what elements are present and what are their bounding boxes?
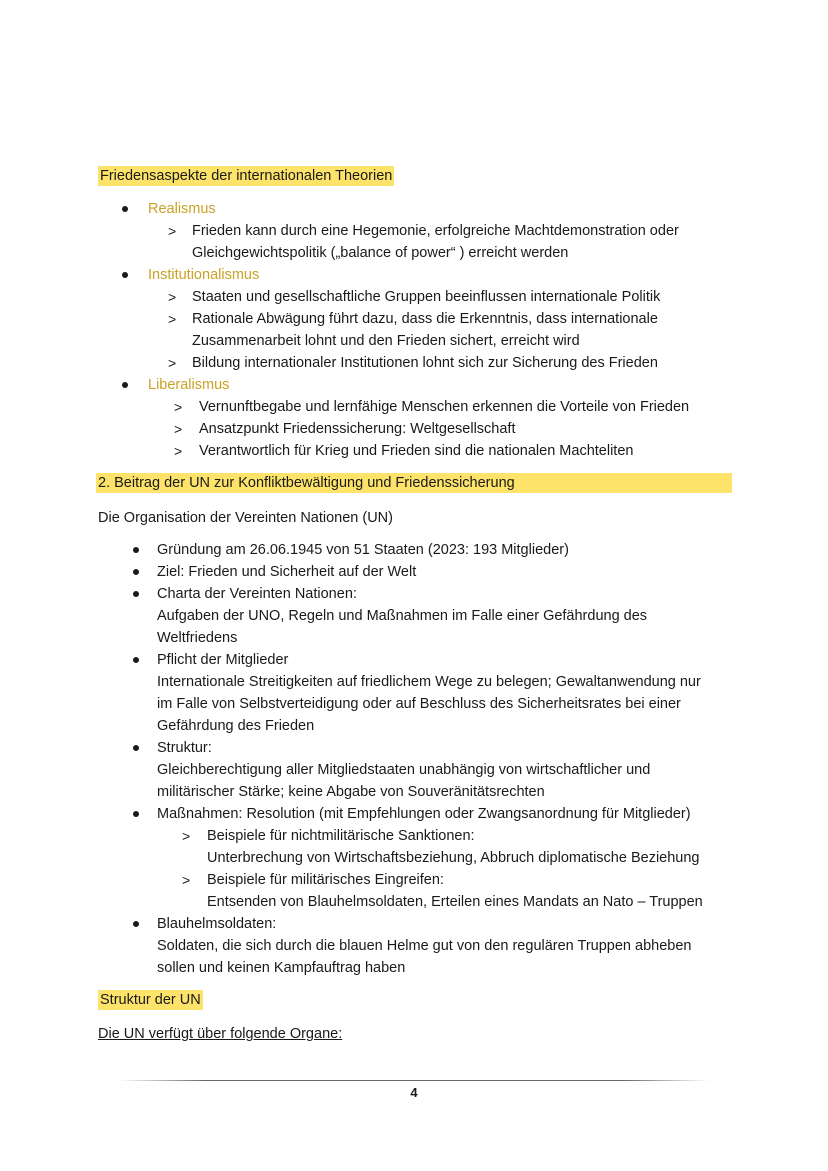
theory-point: Frieden kann durch eine Hegemonie, erfolgreiche Machtdemonstration oder xyxy=(192,223,679,239)
bullet-icon xyxy=(133,591,139,597)
section-heading-structure: Struktur der UN xyxy=(100,992,201,1008)
theory-point: Verantwortlich für Krieg und Frieden sind die nationalen Machteliten xyxy=(199,443,634,459)
theory-title-liberalismus: Liberalismus xyxy=(148,377,230,393)
list-item-cont: Aufgaben der UNO, Regeln und Maßnahmen im Falle einer Gefährdung des xyxy=(157,608,648,624)
theory-point: Ansatzpunkt Friedenssicherung: Weltgesellschaft xyxy=(199,421,516,437)
arrow-bullet-icon: > xyxy=(168,223,177,239)
list-item: Pflicht der Mitglieder xyxy=(157,652,289,668)
arrow-bullet-icon: > xyxy=(174,399,183,415)
list-item: Maßnahmen: Resolution (mit Empfehlungen oder Zwangsanordnung für Mitglieder) xyxy=(157,806,691,822)
page-number: 4 xyxy=(410,1085,418,1100)
sub-item-cont: Unterbrechung von Wirtschaftsbeziehung, Abbruch diplomatische Beziehung xyxy=(207,850,700,866)
theory-title-institutionalismus: Institutionalismus xyxy=(148,267,260,283)
list-item: Gründung am 26.06.1945 von 51 Staaten (2023: 193 Mitglieder) xyxy=(157,542,569,558)
list-item-cont: Weltfriedens xyxy=(157,630,238,646)
arrow-bullet-icon: > xyxy=(168,289,177,305)
sub-item-cont: Entsenden von Blauhelmsoldaten, Erteilen eines Mandats an Nato – Truppen xyxy=(207,894,703,910)
list-item-cont: Soldaten, die sich durch die blauen Helme gut von den regulären Truppen abheben xyxy=(157,938,692,954)
theory-point: Staaten und gesellschaftliche Gruppen beeinflussen internationale Politik xyxy=(192,289,661,305)
sub-item: Beispiele für nichtmilitärische Sanktionen: xyxy=(207,828,475,844)
theory-point-cont: Gleichgewichtspolitik („balance of power“ ) erreicht werden xyxy=(192,245,569,261)
arrow-bullet-icon: > xyxy=(168,355,177,371)
list-item-cont: sollen und keinen Kampfauftrag haben xyxy=(157,960,406,976)
theory-point: Vernunftbegabe und lernfähige Menschen erkennen die Vorteile von Frieden xyxy=(199,399,690,415)
bullet-icon xyxy=(133,547,139,553)
bullet-icon xyxy=(133,569,139,575)
list-item-cont: Gleichberechtigung aller Mitgliedstaaten unabhängig von wirtschaftlicher und xyxy=(157,762,651,778)
footer-divider xyxy=(118,1080,710,1081)
theory-title-realismus: Realismus xyxy=(148,201,216,217)
section-heading-un: 2. Beitrag der UN zur Konfliktbewältigung und Friedenssicherung xyxy=(96,473,732,493)
bullet-icon xyxy=(133,745,139,751)
arrow-bullet-icon: > xyxy=(174,443,183,459)
bullet-icon xyxy=(122,382,128,388)
subheading-organs: Die UN verfügt über folgende Organe: xyxy=(98,1026,343,1042)
list-item-cont: Gefährdung des Frieden xyxy=(157,718,315,734)
sub-item: Beispiele für militärisches Eingreifen: xyxy=(207,872,444,888)
list-item-cont: militärischer Stärke; keine Abgabe von Souveränitätsrechten xyxy=(157,784,545,800)
intro-text: Die Organisation der Vereinten Nationen (UN) xyxy=(98,510,393,526)
section-heading-theories: Friedensaspekte der internationalen Theorien xyxy=(100,168,393,184)
bullet-icon xyxy=(122,206,128,212)
bullet-icon xyxy=(133,657,139,663)
list-item: Blauhelmsoldaten: xyxy=(157,916,277,932)
arrow-bullet-icon: > xyxy=(168,311,177,327)
list-item-cont: Internationale Streitigkeiten auf friedlichem Wege zu belegen; Gewaltanwendung nur xyxy=(157,674,701,690)
list-item: Charta der Vereinten Nationen: xyxy=(157,586,357,602)
list-item: Ziel: Frieden und Sicherheit auf der Welt xyxy=(157,564,417,580)
list-item: Struktur: xyxy=(157,740,212,756)
arrow-bullet-icon: > xyxy=(182,872,191,888)
list-item-cont: im Falle von Selbstverteidigung oder auf Beschluss des Sicherheitsrates bei einer xyxy=(157,696,681,712)
arrow-bullet-icon: > xyxy=(174,421,183,437)
bullet-icon xyxy=(122,272,128,278)
bullet-icon xyxy=(133,921,139,927)
theory-point-cont: Zusammenarbeit lohnt und den Frieden sichert, erreicht wird xyxy=(192,333,580,349)
theory-point: Bildung internationaler Institutionen lohnt sich zur Sicherung des Frieden xyxy=(192,355,658,371)
bullet-icon xyxy=(133,811,139,817)
arrow-bullet-icon: > xyxy=(182,828,191,844)
theory-point: Rationale Abwägung führt dazu, dass die Erkenntnis, dass internationale xyxy=(192,311,658,327)
